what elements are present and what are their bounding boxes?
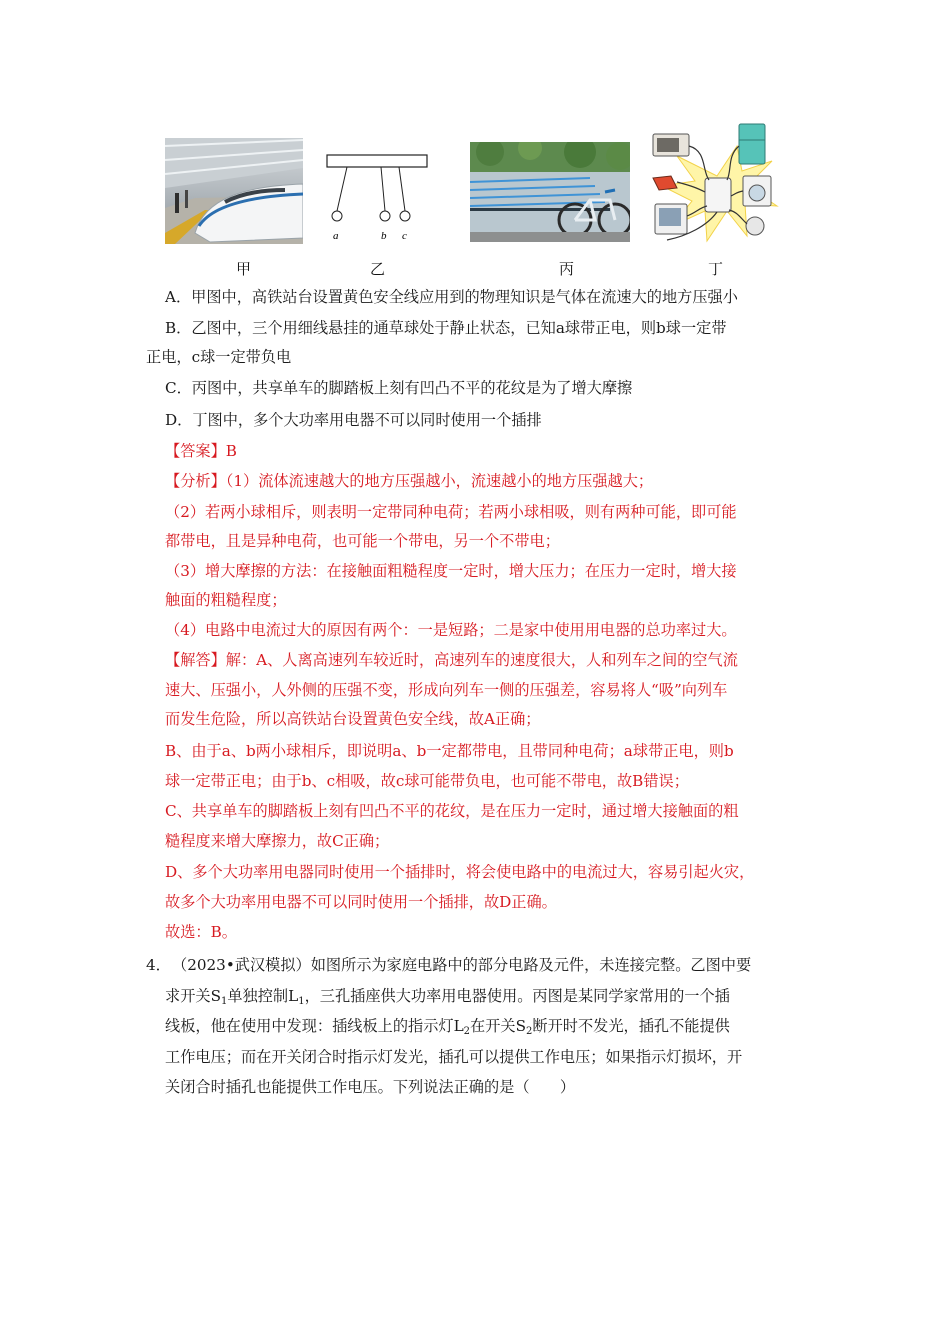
question4-line-1: （2023•武汉模拟）如图所示为家庭电路中的部分电路及元件，未连接完整。乙图中要: [172, 956, 752, 974]
figure-row: [165, 138, 785, 248]
analysis-line-3: 都带电，且是异种电荷，也可能一个带电，另一个不带电；: [165, 532, 560, 550]
question4-line-2: 求开关S1单独控制L1，三孔插座供大功率用电器使用。丙图是某同学家常用的一个插: [165, 987, 730, 1007]
train-photo: [165, 138, 303, 244]
solution-line-1: 【解答】解：A、人离高速列车较近时，高速列车的速度很大，人和列车之间的空气流: [165, 651, 738, 669]
question4-line-4: 工作电压；而在开关闭合时指示灯发光，插孔可以提供工作电压；如果指示灯损坏，开: [165, 1048, 743, 1066]
analysis-line-5: 触面的粗糙程度；: [165, 591, 287, 609]
caption-jia: 甲: [236, 260, 252, 278]
question4-number: 4．: [146, 956, 171, 974]
caption-ding: 丁: [708, 260, 724, 278]
solution-line-4: B、由于a、b两小球相斥，即说明a、b一定都带电，且带同种电荷；a球带正电，则b: [165, 742, 734, 760]
option-b: B．乙图中，三个用细线悬挂的通草球处于静止状态，已知a球带正电，则b球一定带: [165, 319, 727, 337]
ball-label-c: c: [402, 230, 407, 242]
option-b-continued: 正电，c球一定带负电: [146, 348, 292, 366]
question4-line-3: 线板，他在使用中发现：插线板上的指示灯L2在开关S2断开时不发光，插孔不能提供: [165, 1017, 730, 1037]
overloaded-power-strip-illustration: [647, 116, 787, 248]
suspended-balls-diagram: [323, 153, 431, 245]
option-a: A．甲图中，高铁站台设置黄色安全线应用到的物理知识是气体在流速大的地方压强小: [165, 288, 738, 306]
answer: 【答案】B: [165, 442, 237, 460]
ball-label-b: b: [381, 230, 387, 242]
option-d: D．丁图中，多个大功率用电器不可以同时使用一个插排: [165, 411, 542, 429]
question4-line-5: 关闭合时插孔也能提供工作电压。下列说法正确的是（ ）: [165, 1078, 576, 1096]
option-c: C．丙图中，共享单车的脚踏板上刻有凹凸不平的花纹是为了增大摩擦: [165, 379, 633, 397]
analysis-line-4: （3）增大摩擦的方法：在接触面粗糙程度一定时，增大压力；在压力一定时，增大接: [165, 562, 737, 580]
solution-line-5: 球一定带正电；由于b、c相吸，故c球可能带负电，也可能不带电，故B错误；: [165, 772, 689, 790]
analysis-line-2: （2）若两小球相斥，则表明一定带同种电荷；若两小球相吸，则有两种可能，即可能: [165, 503, 737, 521]
solution-line-9: 故多个大功率用电器不可以同时使用一个插排，故D正确。: [165, 893, 557, 911]
analysis-line-1: 【分析】（1）流体流速越大的地方压强越小，流速越小的地方压强越大；: [165, 472, 654, 490]
caption-bing: 丙: [559, 260, 575, 278]
ball-label-a: a: [333, 230, 339, 242]
solution-line-2: 速大、压强小，人外侧的压强不变，形成向列车一侧的压强差，容易将人“吸”向列车: [165, 681, 728, 699]
shared-bikes-photo: [470, 142, 630, 242]
caption-yi: 乙: [370, 260, 386, 278]
solution-line-8: D、多个大功率用电器同时使用一个插排时，将会使电路中的电流过大，容易引起火灾，: [165, 863, 755, 881]
analysis-line-6: （4）电路中电流过大的原因有两个：一是短路；二是家中使用用电器的总功率过大。: [165, 621, 737, 639]
solution-line-6: C、共享单车的脚踏板上刻有凹凸不平的花纹，是在压力一定时，通过增大接触面的粗: [165, 802, 739, 820]
solution-line-3: 而发生危险，所以高铁站台设置黄色安全线，故A正确；: [165, 710, 541, 728]
final-choice: 故选：B。: [165, 923, 237, 941]
solution-line-7: 糙程度来增大摩擦力，故C正确；: [165, 832, 390, 850]
